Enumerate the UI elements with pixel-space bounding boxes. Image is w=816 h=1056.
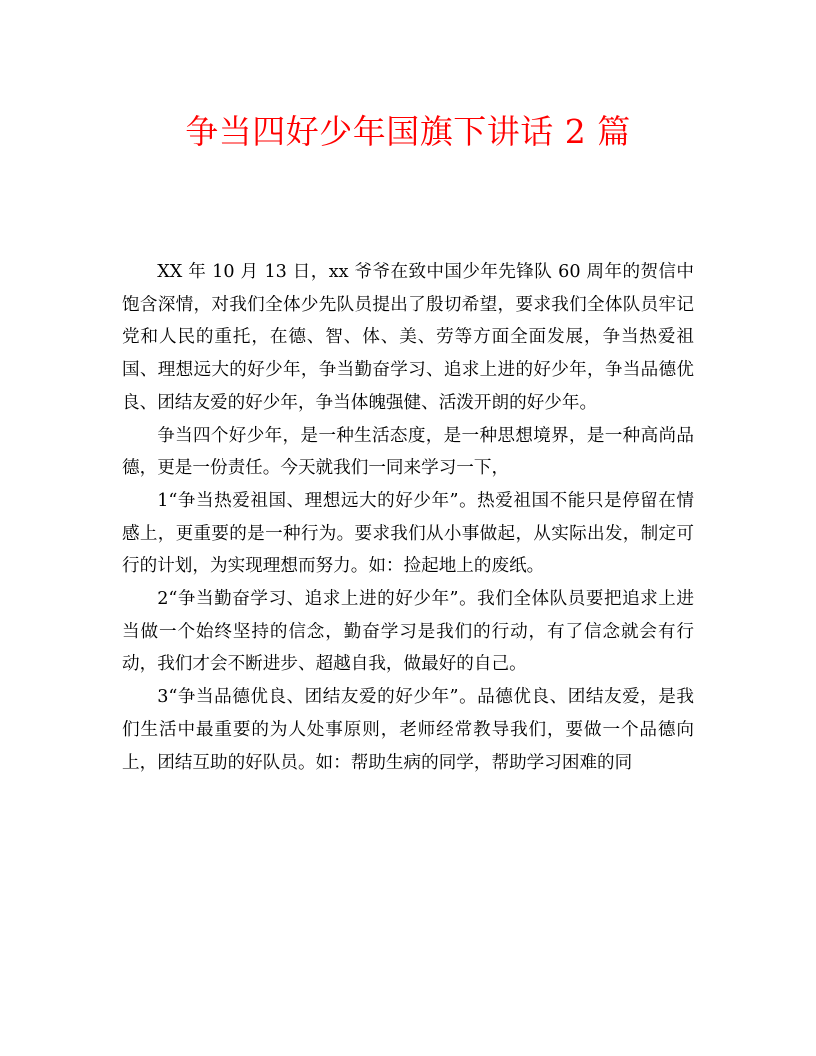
paragraph-attitude: 争当四个好少年，是一种生活态度，是一种思想境界，是一种高尚品德，更是一份责任。今天就我们一同来学习一下， [122, 425, 694, 479]
paragraph-intro: XX 年 10 月 13 日，xx 爷爷在致中国少年先锋队 60 周年的贺信中饱含深情，对我们全体少先队员提出了殷切希望，要求我们全体队员牢记党和人民的重托，在德、智、体、美、劳等方面全面发展，争当热爱祖国、理想远大的好少年，争当勤奋学习、追求上进的好少年，争当品德优良、团结友爱的好少年，争当体魄强健、活泼开朗的好少年。 [122, 262, 694, 413]
paragraph-point-1: 1“争当热爱祖国、理想远大的好少年”。热爱祖国不能只是停留在情感上，更重要的是一种行为。要求我们从小事做起，从实际出发，制定可行的计划，为实现理想而努力。如：捡起地上的废纸。 [122, 490, 694, 577]
document-body [122, 256, 694, 779]
paragraph-point-3: 3“争当品德优良、团结友爱的好少年”。品德优良、团结友爱，是我们生活中最重要的为人处事原则，老师经常教导我们，要做一个品德向上，团结互助的好队员。如：帮助生病的同学，帮助学习困难的同 [122, 687, 694, 773]
paragraph-point-2: 2“争当勤奋学习、追求上进的好少年”。我们全体队员要把追求上进当做一个始终坚持的信念，勤奋学习是我们的行动，有了信念就会有行动，我们才会不断进步、超越自我，做最好的自己。 [122, 589, 694, 675]
document-title: 争当四好少年国旗下讲话 2 篇 [185, 112, 631, 151]
